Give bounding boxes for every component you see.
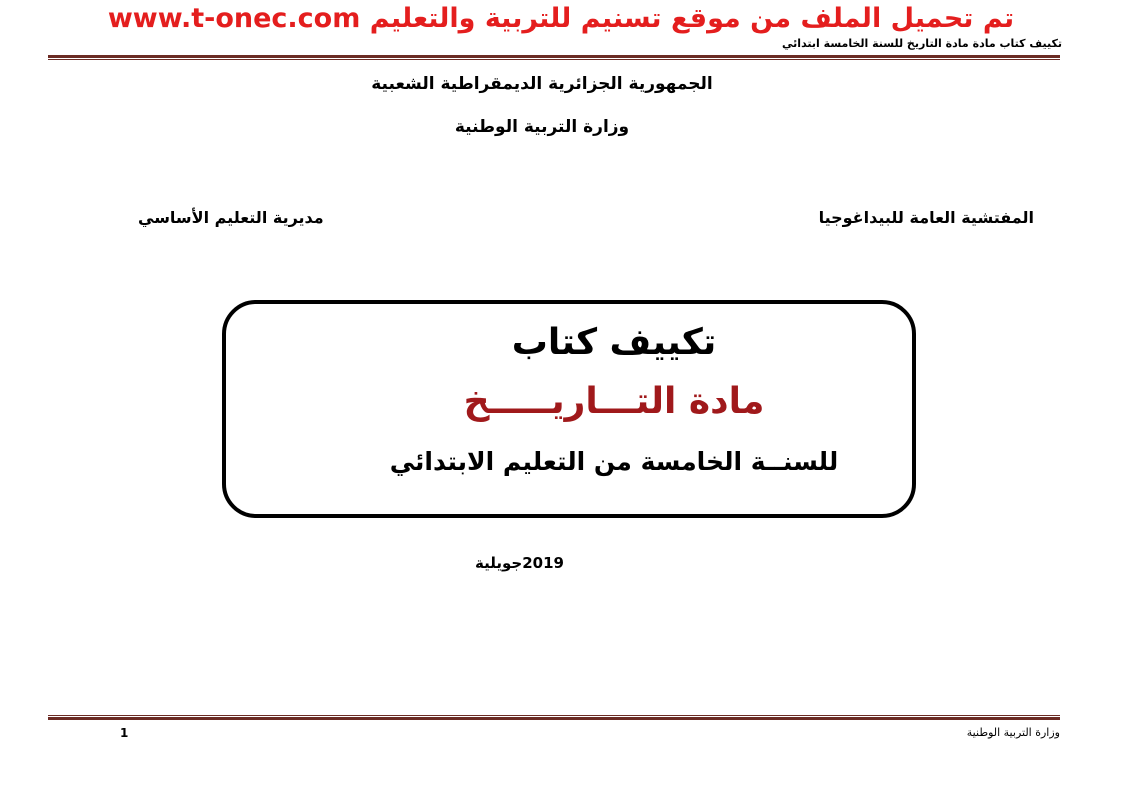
ministry-name: وزارة التربية الوطنية bbox=[454, 117, 630, 137]
title-box bbox=[222, 300, 916, 518]
title-line-subject: مادة التـــاريـــــخ bbox=[463, 381, 765, 422]
directorate-name: مديرية التعليم الأساسي bbox=[138, 208, 324, 227]
running-header-title: تكييف كتاب مادة مادة التاريخ للسنة الخامسة ابتدائي bbox=[782, 37, 1062, 50]
footer-rule-thick bbox=[48, 717, 1060, 720]
download-banner: تم تحميل الملف من موقع تسنيم للتربية والتعليم www.t-onec.com bbox=[107, 3, 1015, 34]
page-number: 1 bbox=[120, 726, 129, 740]
footer-rule-thin bbox=[48, 715, 1060, 716]
header-rule-thick bbox=[48, 55, 1060, 58]
footer-ministry: وزارة التربية الوطنية bbox=[966, 726, 1060, 739]
republic-name: الجمهورية الجزائرية الديمقراطية الشعبية bbox=[371, 74, 713, 94]
inspectorate-name: المفتشية العامة للبيداغوجيا bbox=[818, 208, 1034, 227]
title-line-grade: للسنــة الخامسة من التعليم الابتدائي bbox=[389, 447, 839, 476]
title-line-adaptation: تكييف كتاب bbox=[511, 322, 717, 363]
header-rule-thin bbox=[48, 59, 1060, 60]
document-date: 2019جويلية bbox=[475, 554, 564, 572]
